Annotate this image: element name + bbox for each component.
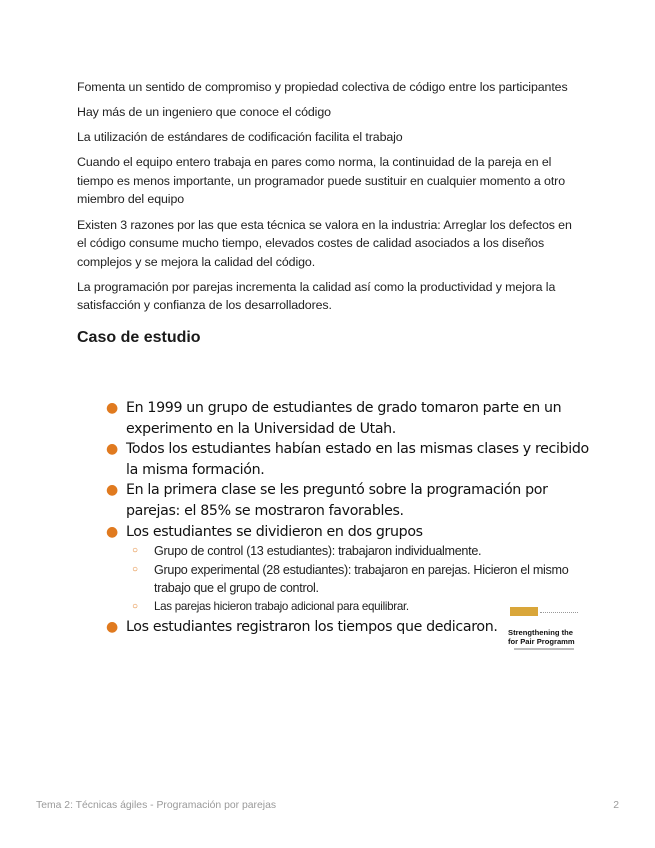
- paragraph: Hay más de un ingeniero que conoce el código: [77, 105, 331, 120]
- slide-sub-bullet: [96, 561, 596, 598]
- slide-sub-bullet-text: Las parejas hicieron trabajo adicional para equilibrar.: [154, 599, 409, 613]
- paragraph: Fomenta un sentido de compromiso y propiedad colectiva de código entre los participantes: [77, 80, 568, 94]
- paragraph: La utilización de estándares de codificación facilita el trabajo: [77, 130, 403, 145]
- slide-sub-bullet: [96, 542, 596, 561]
- slide-sub-bullet-text: Grupo experimental (28 estudiantes): trabajaron en parejas. Hicieron el mismo trabajo que el grupo de control.: [154, 562, 569, 596]
- body-text: [77, 78, 582, 347]
- slide-bullet-list: [96, 398, 596, 542]
- thumbnail-author-line: [514, 648, 574, 650]
- paper-thumbnail: [508, 604, 580, 652]
- slide-bullet: [96, 480, 596, 521]
- divider: [540, 612, 578, 613]
- footer-title: Tema 2: Técnicas ágiles - Programación por parejas: [36, 800, 277, 811]
- circle-bullet-icon: ○: [132, 545, 138, 557]
- slide-bullet: [96, 398, 596, 439]
- slide-bullet-text: Los estudiantes registraron los tiempos que dedicaron.: [126, 618, 498, 635]
- circle-bullet-icon: ○: [132, 600, 138, 612]
- slide-bullet: [96, 522, 596, 543]
- thumbnail-title-line: Strengthening the: [508, 628, 573, 637]
- circle-bullet-icon: ○: [132, 563, 138, 575]
- page-footer: [36, 800, 619, 811]
- slide-bullet-text: Los estudiantes se dividieron en dos grupos: [126, 523, 423, 540]
- paragraph: La programación por parejas incrementa la calidad así como la productividad y mejora la satisfacción y confianza de los desarrolladores.: [77, 279, 556, 313]
- slide-bullet-text: En la primera clase se les preguntó sobre la programación por parejas: el 85% se mostraron favorables.: [126, 482, 548, 519]
- paragraph: Existen 3 razones por las que esta técnica se valora en la industria: Arreglar los defectos en el código consume mucho tiempo, elevados costes de calidad asociados a los diseños complejos y se mejora la calidad del código.: [77, 217, 572, 269]
- paragraph: Cuando el equipo entero trabaja en pares como norma, la continuidad de la pareja en el tiempo es menos importante, un programador puede sustituir en cualquier momento a otro miembro del equipo: [77, 155, 565, 207]
- section-heading: Caso de estudio: [77, 329, 201, 347]
- bullet-dot-icon: ●: [106, 441, 118, 458]
- thumbnail-title-line: for Pair Programm: [508, 637, 575, 646]
- slide-bullet-text: Todos los estudiantes habían estado en las mismas clases y recibido la misma formación.: [126, 441, 589, 478]
- slide-bullet: [96, 439, 596, 480]
- bullet-dot-icon: ●: [106, 482, 118, 499]
- page-number: 2: [613, 800, 619, 811]
- bullet-dot-icon: ●: [106, 618, 118, 635]
- bullet-dot-icon: ●: [106, 523, 118, 540]
- slide-bullet-text: En 1999 un grupo de estudiantes de grado tomaron parte en un experimento en la Universidad de Utah.: [126, 400, 562, 437]
- bullet-dot-icon: ●: [106, 400, 118, 416]
- slide-sub-bullet-text: Grupo de control (13 estudiantes): trabajaron individualmente.: [154, 544, 482, 559]
- publisher-logo-icon: [510, 607, 538, 616]
